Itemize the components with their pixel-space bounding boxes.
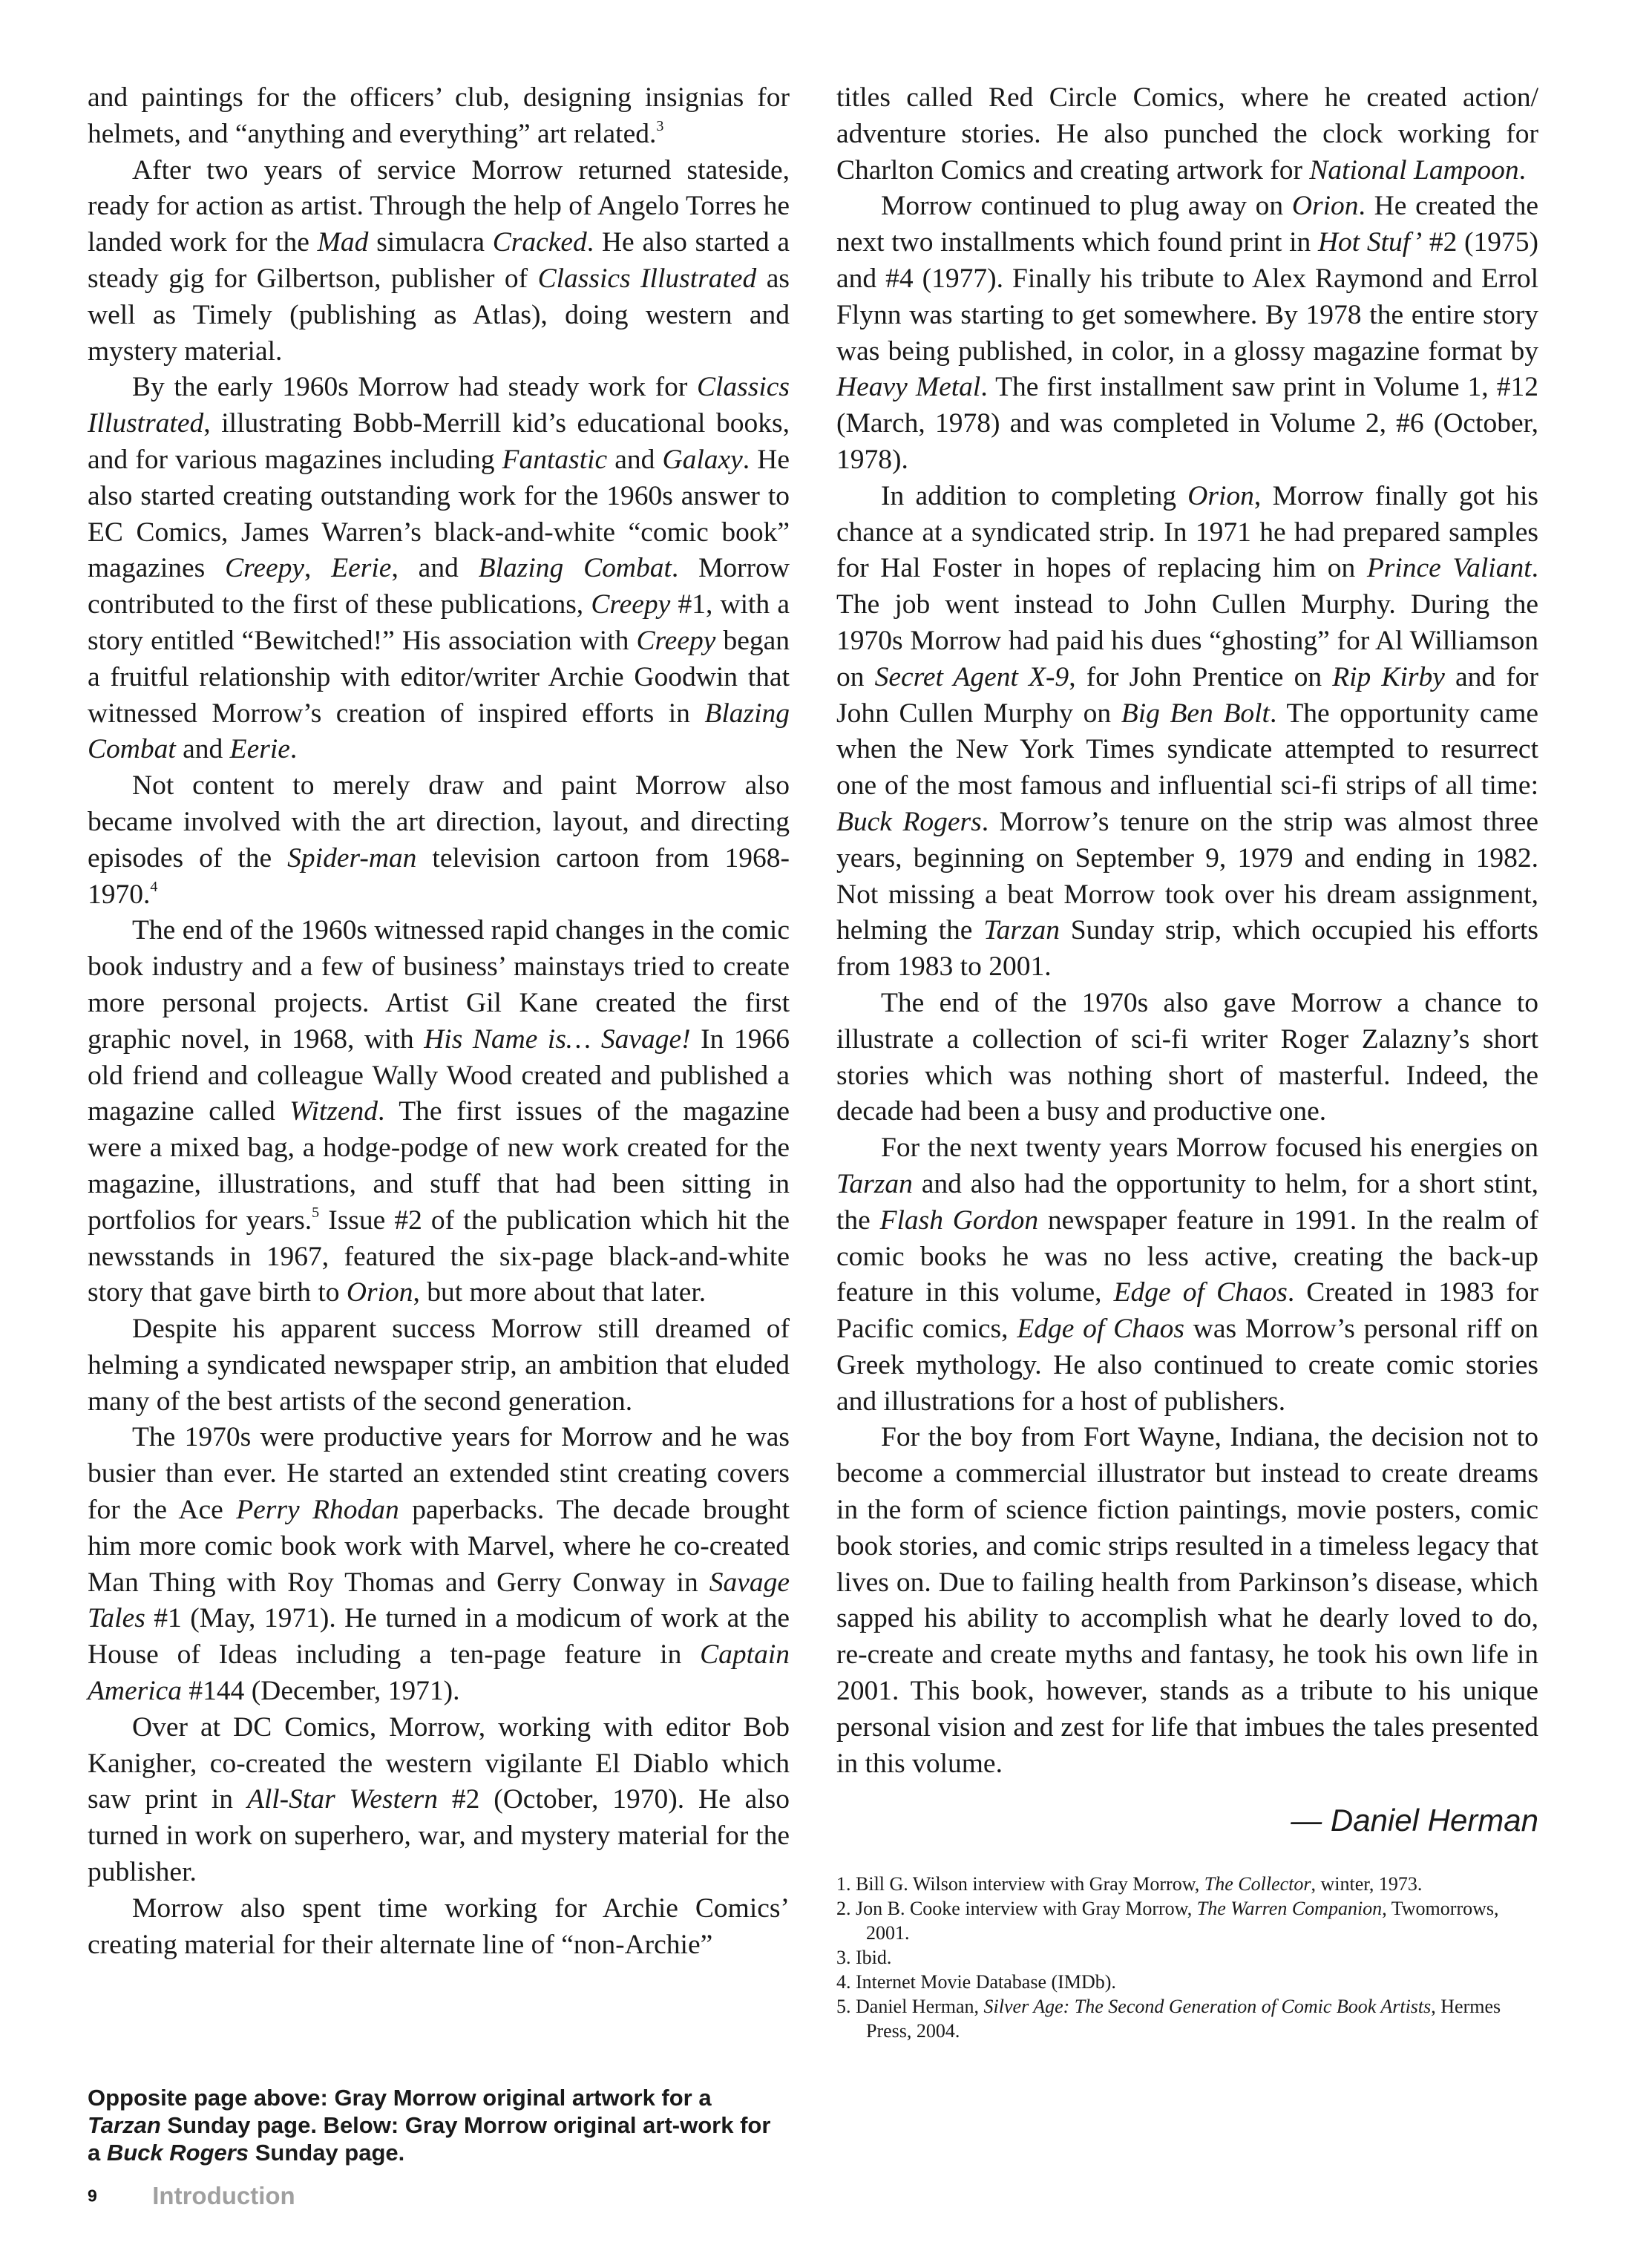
italic-title: Orion (346, 1277, 413, 1308)
paragraph (836, 479, 1538, 986)
text-run: In addition to completing (881, 480, 1188, 511)
right-column (836, 80, 1538, 2043)
text-run: Over at DC Comics, Morrow, working with editor Bob Kanigher, co-created the western vigilante El Diablo which saw print in (88, 1711, 790, 1815)
italic-title: Secret Agent X-9 (874, 661, 1069, 692)
paragraph (88, 768, 790, 913)
text-run: For the next twenty years Morrow focused his energies on (881, 1133, 1538, 1164)
italic-title: Creepy (591, 589, 671, 620)
italic-title: Spider-man (287, 842, 417, 874)
text-run: titles called Red Circle Comics, where he created action/ adventure stories. He also punched the clock working for Charlton Comics and creating artwork for (836, 82, 1538, 186)
text-run: and (175, 734, 230, 765)
text-run: and also had the opportunity to helm, for a short stint, the (836, 1168, 1538, 1236)
italic-title: His Name is… Savage! (424, 1023, 691, 1055)
paragraph (88, 1710, 790, 1891)
paragraph (836, 986, 1538, 1130)
text-run: . The job went instead to John Cullen Murphy. During the 1970s Morrow had paid his dues “ghosting” for Al Williamson on (836, 553, 1538, 692)
text-run: . (289, 734, 298, 765)
paragraph (88, 1420, 790, 1709)
italic-title: Tarzan (836, 1168, 913, 1199)
text-run: #144 (December, 1971). (182, 1676, 460, 1707)
footnote (836, 1945, 1538, 1970)
paragraph (836, 80, 1538, 189)
italic-title: Mad (317, 227, 369, 258)
footnote-ref: 4 (150, 878, 158, 895)
text-run: , Morrow finally got his chance at a syndicated strip. In 1971 he had prepared samples for Hal Foster in hopes of replacing him on (836, 480, 1538, 584)
italic-title: Galaxy (662, 444, 743, 475)
paragraph (88, 913, 790, 1311)
text-run: By the early 1960s Morrow had steady work for (132, 372, 697, 403)
text-run: and for John Cullen Murphy on (836, 661, 1539, 729)
italic-title: National Lampoon (1309, 154, 1519, 186)
text-run: The end of the 1960s witnessed rapid changes in the comic book industry and a few of business’ mainstays tried to create more personal projects. Artist Gil Kane created the first graphic novel, in 1968, with (88, 915, 790, 1055)
text-run: Sunday page. (249, 2140, 405, 2166)
text-run: . He created the next two installments which found print in (836, 191, 1539, 258)
text-run: . The first installment saw print in Volume 1, #12 (March, 1978) and was completed in Volume 2, #6 (October, 1978). (836, 372, 1538, 475)
paragraph (836, 1420, 1538, 1782)
italic-title: Edge of Chaos (1017, 1314, 1184, 1345)
text-run: 4. Internet Movie Database (IMDb). (836, 1971, 1116, 1993)
text-run: The 1970s were productive years for Morrow and he was busier than ever. He started an extended stint creating covers for the Ace (88, 1422, 790, 1526)
italic-title: Edge of Chaos (1113, 1277, 1288, 1308)
text-run: as well as Timely (publishing as Atlas), doing western and mystery material. (88, 263, 790, 367)
text-run: 2. Jon B. Cooke interview with Gray Morrow, (836, 1898, 1197, 1920)
text-run: , Hermes Press, 2004. (866, 1996, 1501, 2042)
italic-title: Tarzan (88, 2112, 161, 2138)
italic-title: The Warren Companion (1196, 1898, 1383, 1920)
paragraph (836, 189, 1538, 478)
text-run: Morrow continued to plug away on (881, 191, 1292, 222)
italic-title: Classics Illustrated (537, 263, 757, 294)
italic-title: Blazing Combat (88, 698, 790, 765)
text-run: , illustrating Bobb-Merrill kid’s educational books, and for various magazines including (88, 408, 790, 475)
text-run: #2 (October, 1970). He also turned in work on superhero, war, and mystery material for the publisher. (88, 1784, 790, 1888)
text-run: . The first issues of the magazine were a mixed bag, a hodge-podge of new work created for the magazine, illustrations, and stuff that had been sitting in portfolios for years. (88, 1096, 790, 1236)
text-run: In 1966 old friend and colleague Wally Wood created and published a magazine called (88, 1023, 790, 1127)
running-head: Introduction (152, 2182, 295, 2209)
text-run: Opposite page above: Gray Morrow original artwork for a (88, 2085, 712, 2111)
page-number: 9 (88, 2186, 97, 2206)
text-run: paperbacks. The decade brought him more comic book work with Marvel, where he co-created Man Thing with Roy Thomas and Gerry Conway in (88, 1495, 790, 1598)
text-run: #2 (1975) and #4 (1977). Finally his tribute to Alex Raymond and Errol Flynn was starting to get somewhere. By 1978 the entire story was being published, in color, in a glossy magazine format by (836, 227, 1538, 367)
text-run: Morrow also spent time working for Archie Comics’ creating material for their alternate line of “non-Archie” (88, 1892, 790, 1960)
italic-title: Big Ben Bolt (1121, 698, 1270, 729)
italic-title: The Collector (1204, 1873, 1311, 1895)
text-run: was Morrow’s personal riff on Greek mythology. He also continued to create comic stories and illustrations for a host of publishers. (836, 1314, 1538, 1417)
text-run: After two years of service Morrow returned stateside, ready for action as artist. Through the help of Angelo Torres he landed work for the (88, 154, 790, 258)
italic-title: Buck Rogers (836, 806, 982, 837)
footnote-ref: 5 (312, 1204, 320, 1221)
italic-title: Eerie (229, 734, 290, 765)
text-run: simulacra (368, 227, 493, 258)
italic-title: Perry Rhodan (236, 1495, 399, 1526)
text-run: , (304, 553, 332, 584)
text-run: For the boy from Fort Wayne, Indiana, the decision not to become a commercial illustrator but instead to create dreams in the form of science fiction paintings, movie posters, comic book stories, and comic strips resulted in a timeless legacy that lives on. Due to failing health from Parkinson’s disease, which sapped his ability to accomplish what he dearly loved to do, re-create and create myths and fantasy, he took his own life in 2001. This book, however, stands as a tribute to his unique personal vision and zest for life that imbues the tales presented in this volume. (836, 1422, 1538, 1779)
footnote-ref: 3 (656, 117, 664, 134)
text-run: Despite his apparent success Morrow still dreamed of helming a syndicated newspaper strip, an ambition that eluded many of the best artists of the second generation. (88, 1314, 790, 1417)
text-run: The end of the 1970s also gave Morrow a chance to illustrate a collection of sci-fi writer Roger Zalazny’s short stories which was nothing short of masterful. Indeed, the decade had been a busy and productive one. (836, 987, 1538, 1127)
text-run: . He also started a steady gig for Gilbertson, publisher of (88, 227, 790, 294)
italic-title: Eerie (331, 553, 392, 584)
italic-title: Blazing Combat (478, 553, 672, 584)
footnote (836, 1994, 1538, 2043)
italic-title: Cracked (492, 227, 587, 258)
text-run: . Morrow contributed to the first of these publications, (88, 553, 790, 620)
text-run: and (607, 444, 663, 475)
paragraph (836, 1130, 1538, 1420)
italic-title: Classics Illustrated (88, 372, 790, 439)
left-column (88, 80, 790, 1963)
italic-title: Buck Rogers (106, 2140, 249, 2166)
text-run: television cartoon from 1968-1970. (88, 842, 790, 910)
author-signature: — Daniel Herman (1291, 1803, 1538, 1838)
italic-title: Savage Tales (88, 1567, 790, 1634)
text-run: , winter, 1973. (1311, 1873, 1423, 1895)
text-run: and paintings for the officers’ club, designing insignias for helmets, and “anything and everything” art related. (88, 82, 790, 149)
text-run: , for John Prentice on (1069, 661, 1333, 692)
text-run: 5. Daniel Herman, (836, 1996, 984, 2018)
text-run: began a fruitful relationship with editor/writer Archie Goodwin that witnessed Morrow’s creation of inspired efforts in (88, 625, 790, 729)
text-run: , but more about that later. (413, 1277, 707, 1308)
footnotes (836, 1872, 1538, 2043)
italic-title: Witzend (289, 1096, 378, 1127)
text-run: Sunday page. Below: Gray Morrow original art-work for a (88, 2112, 771, 2166)
footnote (836, 1896, 1538, 1945)
footnote (836, 1872, 1538, 1896)
paragraph (88, 370, 790, 768)
italic-title: Silver Age: The Second Generation of Comic Book Artists (983, 1996, 1432, 2018)
paragraph (88, 1311, 790, 1420)
text-run: . The opportunity came when the New York Times syndicate attempted to resurrect one of the most famous and influential sci-fi strips of all time: (836, 698, 1539, 802)
text-run: #1 (May, 1971). He turned in a modicum of work at the House of Ideas including a ten-page feature in (88, 1603, 790, 1671)
text-run: Sunday strip, which occupied his efforts from 1983 to 2001. (836, 915, 1538, 983)
text-run: #1, with a story entitled “Bewitched!” His association with (88, 589, 790, 656)
text-run: . Created in 1983 for Pacific comics, (836, 1277, 1538, 1345)
italic-title: Tarzan (983, 915, 1060, 946)
italic-title: Heavy Metal (836, 372, 981, 403)
text-run: newspaper feature in 1991. In the realm of comic books he was no less active, creating the back-up feature in this volume, (836, 1205, 1539, 1308)
italic-title: Orion (1291, 191, 1359, 222)
italic-title: Prince Valiant (1366, 553, 1532, 584)
text-run: Issue #2 of the publication which hit the newsstands in 1967, featured the six-page black-and-white story that gave birth to (88, 1205, 790, 1308)
text-run: 3. Ibid. (836, 1947, 892, 1969)
footnote (836, 1970, 1538, 1994)
paragraph (88, 80, 790, 153)
italic-title: Orion (1187, 480, 1254, 511)
text-run: , and (391, 553, 479, 584)
italic-title: Captain America (88, 1639, 790, 1707)
text-run: . Morrow’s tenure on the strip was almost three years, beginning on September 9, 1979 and ending in 1982. Not missing a beat Morrow took over his dream assignment, helming the (836, 806, 1538, 946)
page-footer (88, 2182, 295, 2210)
text-run: . He also started creating outstanding work for the 1960s answer to EC Comics, James Warren’s black-and-white “comic book” magazines (88, 444, 790, 584)
italic-title: Flash Gordon (879, 1205, 1039, 1236)
paragraph (88, 1891, 790, 1964)
text-run: Not content to merely draw and paint Morrow also became involved with the art direction, layout, and directing episodes of the (88, 770, 790, 874)
italic-title: All-Star Western (246, 1784, 438, 1815)
italic-title: Rip Kirby (1332, 661, 1445, 692)
text-run: . (1518, 154, 1527, 186)
text-run: , Twomorrows, 2001. (866, 1898, 1499, 1944)
image-caption (88, 2084, 790, 2166)
italic-title: Creepy (225, 553, 305, 584)
text-run: 1. Bill G. Wilson interview with Gray Morrow, (836, 1873, 1204, 1895)
paragraph (88, 153, 790, 370)
italic-title: Fantastic (502, 444, 608, 475)
italic-title: Hot Stuf’ (1317, 227, 1423, 258)
italic-title: Creepy (636, 625, 716, 656)
